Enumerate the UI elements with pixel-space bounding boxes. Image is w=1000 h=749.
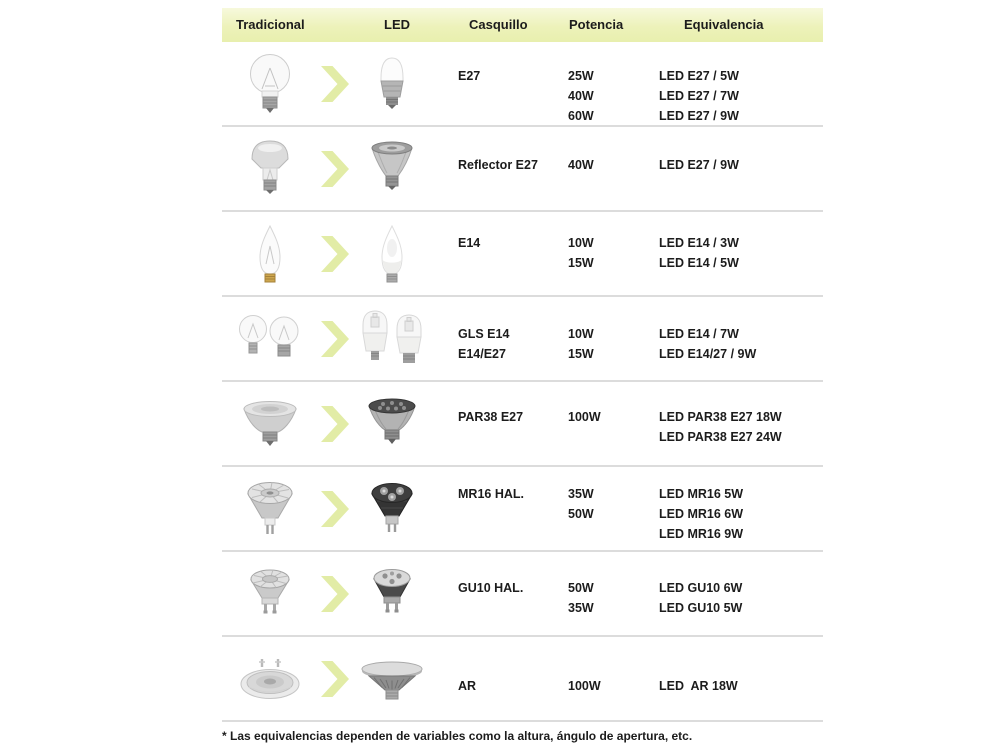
casquillo-cell: [458, 382, 564, 465]
arrow-cell: [318, 382, 352, 465]
chevron-right-icon: [321, 576, 349, 612]
chevron-right-icon: [321, 66, 349, 102]
equivalencia-value: LED GU10 6W: [659, 581, 743, 595]
led-bulb-cell: [348, 297, 436, 380]
potencia-value: 15W: [568, 256, 594, 270]
arrow-cell: [318, 42, 352, 125]
potencia-value: 50W: [568, 581, 594, 595]
equivalencia-value: LED PAR38 E27 18W: [659, 410, 782, 424]
equivalence-table: [222, 8, 823, 722]
potencia-value: 40W: [568, 158, 594, 172]
chevron-right-icon: [321, 406, 349, 442]
casquillo-value: E27: [458, 69, 481, 83]
potencia-value: 25W: [568, 69, 594, 83]
led-bulb-cell: [348, 552, 436, 635]
table-row: [222, 127, 823, 212]
traditional-bulb-cell: [222, 382, 318, 465]
led-bulb-cell: [348, 637, 436, 720]
traditional-bulb-cell: [222, 297, 318, 380]
casquillo-value: AR: [458, 679, 477, 693]
incandescent-a-bulb-icon: [247, 53, 293, 115]
mr16-halogen-bulb-icon: [245, 480, 295, 538]
table-header: [222, 8, 823, 42]
equivalencia-cell: [659, 382, 823, 465]
header-equivalencia: Equivalencia: [684, 17, 764, 32]
table-row: [222, 552, 823, 637]
header-tradicional: Tradicional: [236, 17, 305, 32]
potencia-cell: [568, 212, 654, 295]
potencia-value: 60W: [568, 109, 594, 123]
traditional-bulb-cell: [222, 42, 318, 125]
potencia-value: 15W: [568, 347, 594, 361]
equivalencia-cell: [659, 127, 823, 210]
table-row: [222, 382, 823, 467]
par38-bulb-icon: [241, 399, 299, 449]
casquillo-value: GU10 HAL.: [458, 581, 524, 595]
arrow-cell: [318, 297, 352, 380]
equivalencia-cell: [659, 212, 823, 295]
led-mr16-bulb-icon: [369, 482, 415, 536]
table-row: [222, 467, 823, 552]
casquillo-cell: [458, 552, 564, 635]
equivalencia-value: LED E14 / 7W: [659, 327, 739, 341]
casquillo-value: PAR38 E27: [458, 410, 524, 424]
equivalencia-value: LED E14 / 3W: [659, 236, 739, 250]
arrow-cell: [318, 637, 352, 720]
equivalencia-cell: [659, 552, 823, 635]
table-row: [222, 637, 823, 722]
led-bulb-cell: [348, 467, 436, 550]
led-gls-pair-bulbs-icon: [359, 309, 425, 369]
potencia-value: 50W: [568, 507, 594, 521]
chevron-right-icon: [321, 236, 349, 272]
potencia-value: 35W: [568, 487, 594, 501]
arrow-cell: [318, 552, 352, 635]
potencia-cell: [568, 297, 654, 380]
casquillo-value: GLS E14: [458, 327, 510, 341]
potencia-cell: [568, 42, 654, 125]
equivalencia-value: LED MR16 9W: [659, 527, 744, 541]
candle-bulb-icon: [256, 224, 284, 284]
led-ar111-bulb-icon: [360, 656, 424, 702]
led-bulb-cell: [348, 42, 436, 125]
potencia-value: 35W: [568, 601, 594, 615]
traditional-bulb-cell: [222, 552, 318, 635]
led-par38-bulb-icon: [366, 397, 418, 451]
chevron-right-icon: [321, 661, 349, 697]
chevron-right-icon: [321, 321, 349, 357]
equivalencia-cell: [659, 637, 823, 720]
gu10-halogen-bulb-icon: [248, 568, 292, 620]
led-bulb-cell: [348, 212, 436, 295]
casquillo-cell: [458, 467, 564, 550]
chevron-right-icon: [321, 151, 349, 187]
traditional-bulb-cell: [222, 127, 318, 210]
casquillo-value: E14/E27: [458, 347, 506, 361]
led-gu10-bulb-icon: [371, 568, 413, 620]
led-bulb-cell: [348, 382, 436, 465]
casquillo-value: Reflector E27: [458, 158, 538, 172]
casquillo-value: E14: [458, 236, 481, 250]
equivalencia-value: LED E27 / 9W: [659, 158, 739, 172]
potencia-value: 10W: [568, 236, 594, 250]
potencia-cell: [568, 382, 654, 465]
led-par20-bulb-icon: [370, 140, 414, 198]
casquillo-value: MR16 HAL.: [458, 487, 524, 501]
header-potencia: Potencia: [569, 17, 624, 32]
table-body: [222, 42, 823, 722]
table-row: [222, 297, 823, 382]
led-a-bulb-icon: [375, 56, 409, 112]
potencia-value: 40W: [568, 89, 594, 103]
arrow-cell: [318, 127, 352, 210]
traditional-bulb-cell: [222, 212, 318, 295]
equivalencia-cell: [659, 467, 823, 550]
chevron-right-icon: [321, 491, 349, 527]
reflector-bulb-icon: [250, 139, 290, 199]
led-candle-bulb-icon: [378, 224, 406, 284]
equivalencia-value: LED MR16 6W: [659, 507, 744, 521]
casquillo-cell: [458, 127, 564, 210]
golf-pair-bulbs-icon: [238, 312, 302, 366]
equivalencia-cell: [659, 42, 823, 125]
equivalencia-value: LED GU10 5W: [659, 601, 743, 615]
table-row: [222, 42, 823, 127]
header-led: LED: [384, 17, 410, 32]
led-bulb-cell: [348, 127, 436, 210]
potencia-value: 10W: [568, 327, 594, 341]
potencia-value: 100W: [568, 679, 601, 693]
casquillo-cell: [458, 42, 564, 125]
header-casquillo: Casquillo: [469, 17, 528, 32]
arrow-cell: [318, 212, 352, 295]
traditional-bulb-cell: [222, 637, 318, 720]
arrow-cell: [318, 467, 352, 550]
table-row: [222, 212, 823, 297]
potencia-value: 100W: [568, 410, 601, 424]
potencia-cell: [568, 637, 654, 720]
equivalencia-value: LED E27 / 5W: [659, 69, 739, 83]
equivalencia-cell: [659, 297, 823, 380]
equivalencia-value: LED E27 / 9W: [659, 109, 739, 123]
traditional-bulb-cell: [222, 467, 318, 550]
equivalencia-value: LED E27 / 7W: [659, 89, 739, 103]
casquillo-cell: [458, 297, 564, 380]
equivalencia-value: LED E14 / 5W: [659, 256, 739, 270]
potencia-cell: [568, 467, 654, 550]
equivalencia-value: LED AR 18W: [659, 679, 738, 693]
equivalencia-value: LED MR16 5W: [659, 487, 744, 501]
ar111-halogen-bulb-icon: [239, 656, 301, 702]
potencia-cell: [568, 127, 654, 210]
equivalencia-value: LED PAR38 E27 24W: [659, 430, 782, 444]
potencia-cell: [568, 552, 654, 635]
casquillo-cell: [458, 212, 564, 295]
casquillo-cell: [458, 637, 564, 720]
footnote: * Las equivalencias dependen de variables como la altura, ángulo de apertura, etc.: [222, 729, 693, 743]
equivalencia-value: LED E14/27 / 9W: [659, 347, 757, 361]
